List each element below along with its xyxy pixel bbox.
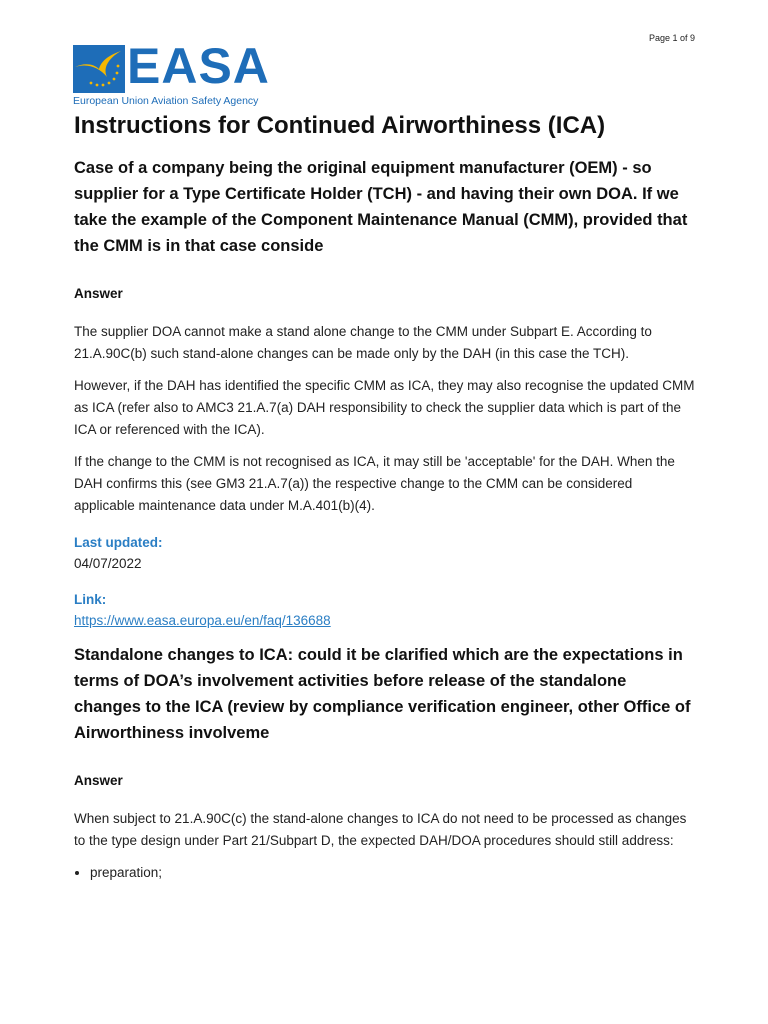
document-body <box>74 110 696 884</box>
faq-question: Case of a company being the original equipment manufacturer (OEM) - so supplier for a Type Certificate Holder (TCH) - and having their own DOA. If we take the example of the Component Maintenance Manual (CMM), provided that the CMM is in that case conside <box>74 159 688 255</box>
answer-heading: Answer <box>74 286 123 301</box>
logo-subtitle: European Union Aviation Safety Agency <box>73 95 259 107</box>
list-item: • preparation; <box>90 862 696 884</box>
faq-question: Standalone changes to ICA: could it be clarified which are the expectations in terms of DOA’s involvement activities before release of the standalone changes to the ICA (review by compliance verification engineer, other Office of Airworthiness involveme <box>74 646 691 742</box>
answer-paragraph: When subject to 21.A.90C(c) the stand-alone changes to ICA do not need to be processed as changes to the type design under Part 21/Subpart D, the expected DAH/DOA procedures should still address: <box>74 811 687 848</box>
easa-logo <box>73 38 283 109</box>
last-updated-label: Last updated: <box>74 535 163 550</box>
logo-wordmark: EASA <box>127 38 270 94</box>
answer-paragraph: The supplier DOA cannot make a stand alone change to the CMM under Subpart E. According to 21.A.90C(b) such stand-alone changes can be made only by the DAH (in this case the TCH). <box>74 324 652 361</box>
page-title: Instructions for Continued Airworthiness (ICA) <box>74 112 606 139</box>
faq-link[interactable]: https://www.easa.europa.eu/en/faq/136688 <box>74 613 331 628</box>
easa-emblem-icon <box>73 45 125 93</box>
answer-paragraph: If the change to the CMM is not recognised as ICA, it may still be 'acceptable' for the DAH. When the DAH confirms this (see GM3 21.A.7(a)) the respective change to the CMM can be considered applicable maintenance data under M.A.401(b)(4). <box>74 454 675 513</box>
page-indicator: Page 1 of 9 <box>648 33 695 43</box>
answer-paragraph: However, if the DAH has identified the specific CMM as ICA, they may also recognise the updated CMM as ICA (refer also to AMC3 21.A.7(a) DAH responsibility to check the supplier data which is part of the ICA or referenced with the ICA). <box>74 378 695 437</box>
answer-heading: Answer <box>74 773 123 788</box>
bullet-list <box>74 862 696 884</box>
last-updated-date: 04/07/2022 <box>74 556 142 571</box>
link-label: Link: <box>74 592 107 607</box>
